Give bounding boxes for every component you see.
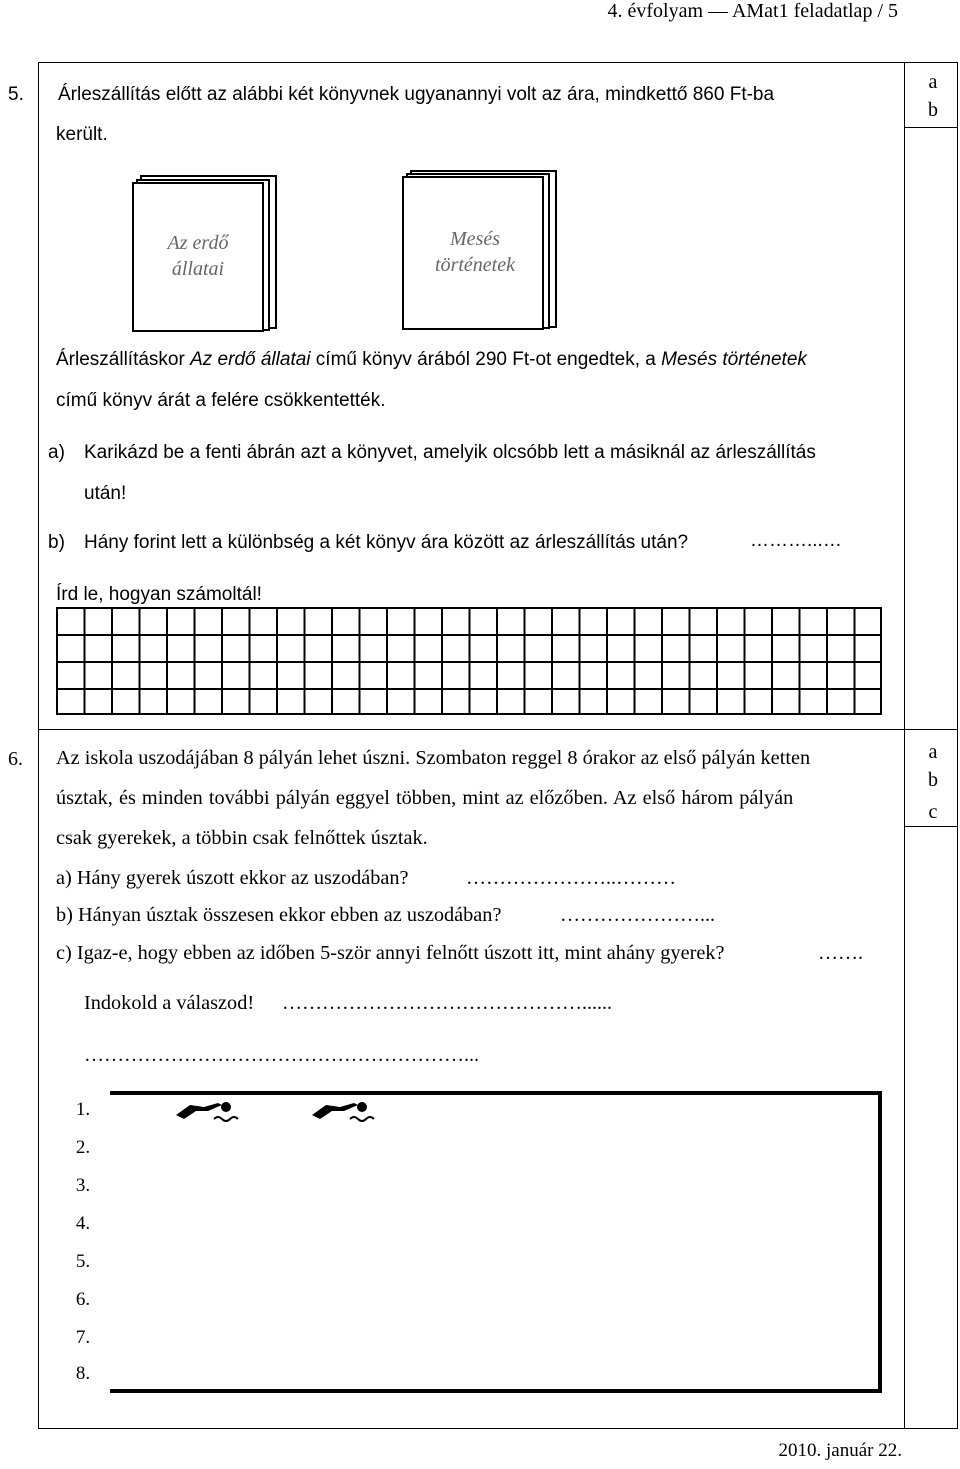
task6-letter-divider [904, 729, 905, 1429]
lane-number: 6. [75, 1289, 91, 1310]
task5-qa-line1: Karikázd be a fenti ábrán azt a könyvet, amelyik olcsóbb lett a másiknál az árleszállítás [84, 442, 816, 463]
desc-book1-name: Az erdő állatai [190, 349, 311, 370]
task5-qb-answer-dots[interactable]: ………...… [750, 530, 842, 551]
task6-justify-dots[interactable]: ………………………………………...... [282, 992, 612, 1014]
lane-number: 5. [75, 1251, 91, 1272]
task5-letter-box-bottom [904, 127, 958, 128]
page-footer-date: 2010. január 22. [778, 1440, 902, 1461]
lane-number: 3. [75, 1175, 91, 1196]
task6-qc-answer-dots[interactable]: ……. [818, 942, 863, 964]
task6-qa: a) Hány gyerek úszott ekkor az uszodában? [56, 867, 409, 889]
lane-number: 4. [75, 1213, 91, 1234]
task6-qa-answer-dots[interactable]: …………………..……… [466, 867, 676, 889]
task5-intro-line1: Árleszállítás előtt az alábbi két könyvnek ugyanannyi volt az ára, mindkettő 860 Ft-ba [58, 84, 775, 105]
task5-letter-divider [904, 62, 905, 730]
pool-lane-2[interactable] [56, 1129, 882, 1167]
task6-number: 6. [8, 748, 23, 770]
pool-lane-5[interactable] [56, 1243, 882, 1281]
pool-lane-1[interactable] [56, 1091, 882, 1129]
book1-title-line2: állatai [171, 258, 225, 280]
task5-letter-b: b [928, 99, 938, 121]
lane-number: 1. [75, 1099, 91, 1120]
pool-lane-8[interactable] [56, 1355, 882, 1393]
pool-lane-4[interactable] [56, 1205, 882, 1243]
task5-qa-line2: után! [84, 483, 127, 504]
pool-lane-7[interactable] [56, 1319, 882, 1357]
book1-title [134, 230, 262, 282]
book1-title-line1: Az erdő [167, 232, 229, 254]
book2-title-line2: történetek [435, 254, 515, 276]
pool-diagram [56, 1091, 882, 1393]
task5-description-line1 [56, 349, 807, 371]
task6-line1: Az iskola uszodájában 8 pályán lehet úszni. Szombaton reggel 8 órakor az első pályán ketten [56, 747, 811, 769]
lane-number: 7. [75, 1327, 91, 1348]
task5-description-line2: című könyv árát a felére csökkentették. [56, 390, 386, 411]
task6-qc: c) Igaz-e, hogy ebben az időben 5-ször annyi felnőtt úszott itt, mint ahány gyerek? [56, 942, 725, 964]
task6-line2: úsztak, és minden további pályán eggyel többen, mint az előzőben. Az első három pályán [56, 787, 794, 809]
pool-lane-3[interactable] [56, 1167, 882, 1205]
task5-letter-a: a [928, 71, 938, 93]
task6-letter-c: c [928, 801, 938, 823]
desc-book2-name: Mesés történetek [661, 349, 807, 370]
book2-title [406, 226, 544, 278]
task5-qa-label: a) [48, 442, 65, 463]
task6-justify-prompt: Indokold a válaszod! [84, 992, 255, 1014]
task5-qb-text: Hány forint lett a különbség a két könyv ára között az árleszállítás után? [84, 532, 689, 553]
pool-lane-6[interactable] [56, 1281, 882, 1319]
task6-letter-a: a [928, 741, 938, 763]
task5-number: 5. [8, 84, 24, 105]
swimmer-icon [170, 1093, 240, 1127]
book2-title-line1: Mesés [450, 228, 500, 250]
task6-qb-answer-dots[interactable]: …………………... [560, 904, 715, 926]
task6-qb: b) Hányan úsztak összesen ekkor ebben az uszodában? [56, 904, 502, 926]
task6-justify-dots-line2[interactable]: …………………………………………………... [84, 1044, 479, 1066]
task6-letter-box-bottom [904, 826, 958, 827]
desc-part-a: Árleszállításkor [56, 349, 191, 370]
page-header: 4. évfolyam — AMat1 feladatlap / 5 [607, 0, 898, 22]
task5-work-prompt: Írd le, hogyan számoltál! [56, 584, 262, 605]
lane-number: 8. [75, 1363, 91, 1384]
swimmer-icon [306, 1093, 376, 1127]
task5-intro-line2: került. [56, 124, 108, 145]
lane-number: 2. [75, 1137, 91, 1158]
task5-work-grid[interactable] [56, 607, 882, 715]
task6-letter-b: b [928, 769, 938, 791]
task5-qb-label: b) [48, 532, 65, 553]
desc-part-c: című könyv árából 290 Ft-ot engedtek, a [310, 349, 662, 370]
task6-line3: csak gyerekek, a többin csak felnőttek úsztak. [56, 827, 428, 849]
